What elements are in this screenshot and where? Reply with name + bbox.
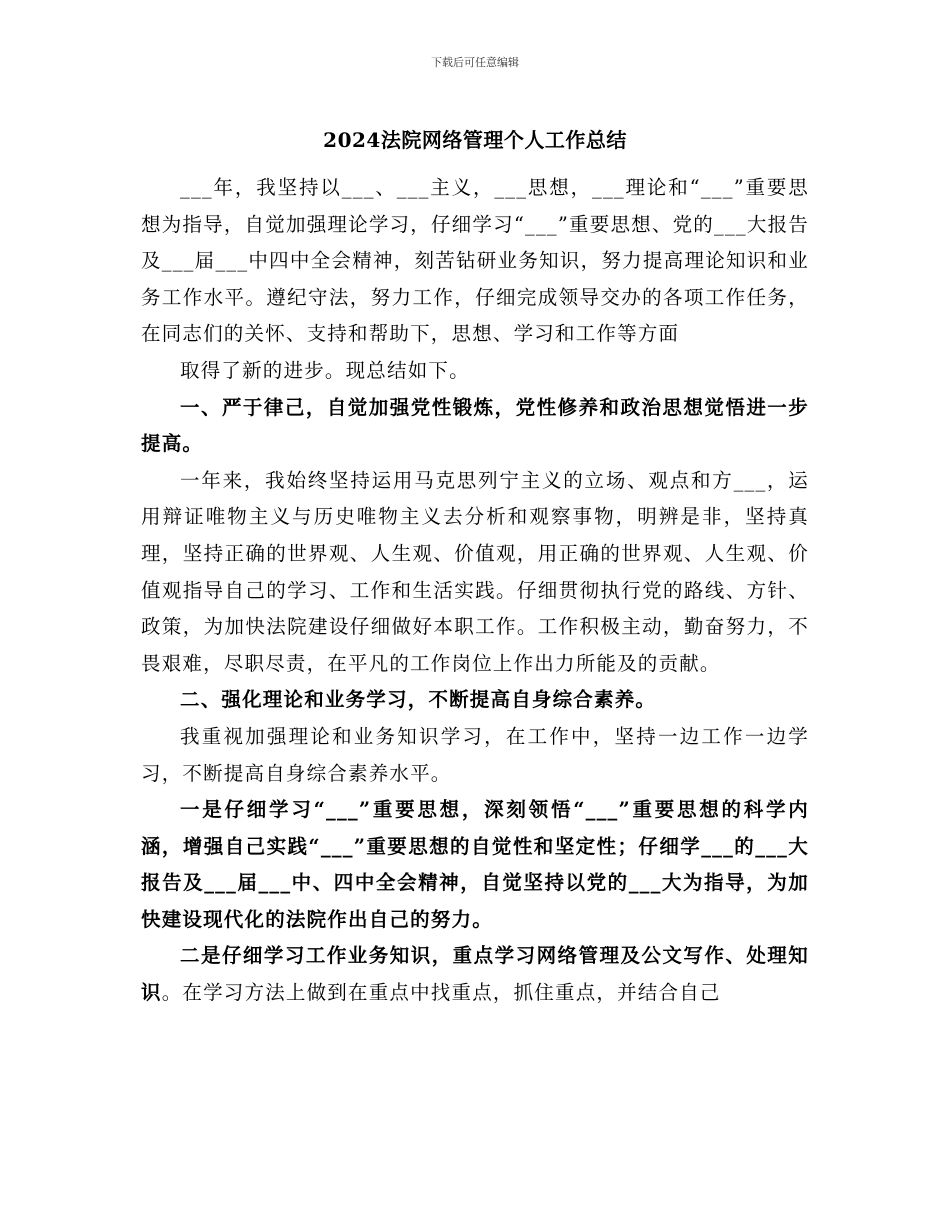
section-heading-2: 二、强化理论和业务学习，不断提高自身综合素养。 (180, 688, 657, 712)
paragraph-point-1: 一是仔细学习“___”重要思想，深刻领悟“___”重要思想的科学内涵，增强自己实践“___”重要思想的自觉性和坚定性；仔细学___的___大报告及___届___中、四中全会精神，自觉坚持以党的___大为指导，为加快建设现代化的法院作出自己的努力。 (141, 798, 809, 931)
point-2-lead: 二是仔细学习工作业务知识，重点学习网络管理及公文写作、处理知识 (141, 944, 809, 1005)
header-note: 下载后可任意编辑 (431, 56, 519, 69)
paragraph-progress: 取得了新的进步。现总结如下。 (180, 358, 470, 382)
paragraph-section-1: 一年来，我始终坚持运用马克思列宁主义的立场、观点和方___，运用辩证唯物主义与历史唯物主义去分析和观察事物，明辨是非，坚持真理，坚持正确的世界观、人生观、价值观，用正确的世界观、人生观、价值观指导自己的学习、工作和生活实践。仔细贯彻执行党的路线、方针、政策，为加快法院建设仔细做好本职工作。工作积极主动，勤奋努力，不畏艰难，尽职尽责，在平凡的工作岗位上作出力所能及的贡献。 (141, 468, 809, 675)
section-heading-1: 一、严于律己，自觉加强党性锻炼，党性修养和政治思想觉悟进一步提高。 (141, 395, 809, 456)
point-2-rest: 。在学习方法上做到在重点中找重点，抓住重点，并结合自己 (161, 981, 721, 1005)
paragraph-intro: ___年，我坚持以___、___主义，___思想，___理论和“___”重要思想为指导，自觉加强理论学习，仔细学习“___”重要思想、党的___大报告及___届___中四中全会精神，刻苦钻研业务知识，努力提高理论知识和业务工作水平。遵纪守法，努力工作，仔细完成领导交办的各项工作任务，在同志们的关怀、支持和帮助下，思想、学习和工作等方面 (141, 176, 809, 346)
paragraph-section-2: 我重视加强理论和业务知识学习，在工作中，坚持一边工作一边学习，不断提高自身综合素养水平。 (141, 724, 809, 785)
document-body (141, 170, 809, 1012)
paragraph-point-2 (141, 938, 809, 1011)
document-title: 2024法院网络管理个人工作总结 (323, 128, 627, 152)
